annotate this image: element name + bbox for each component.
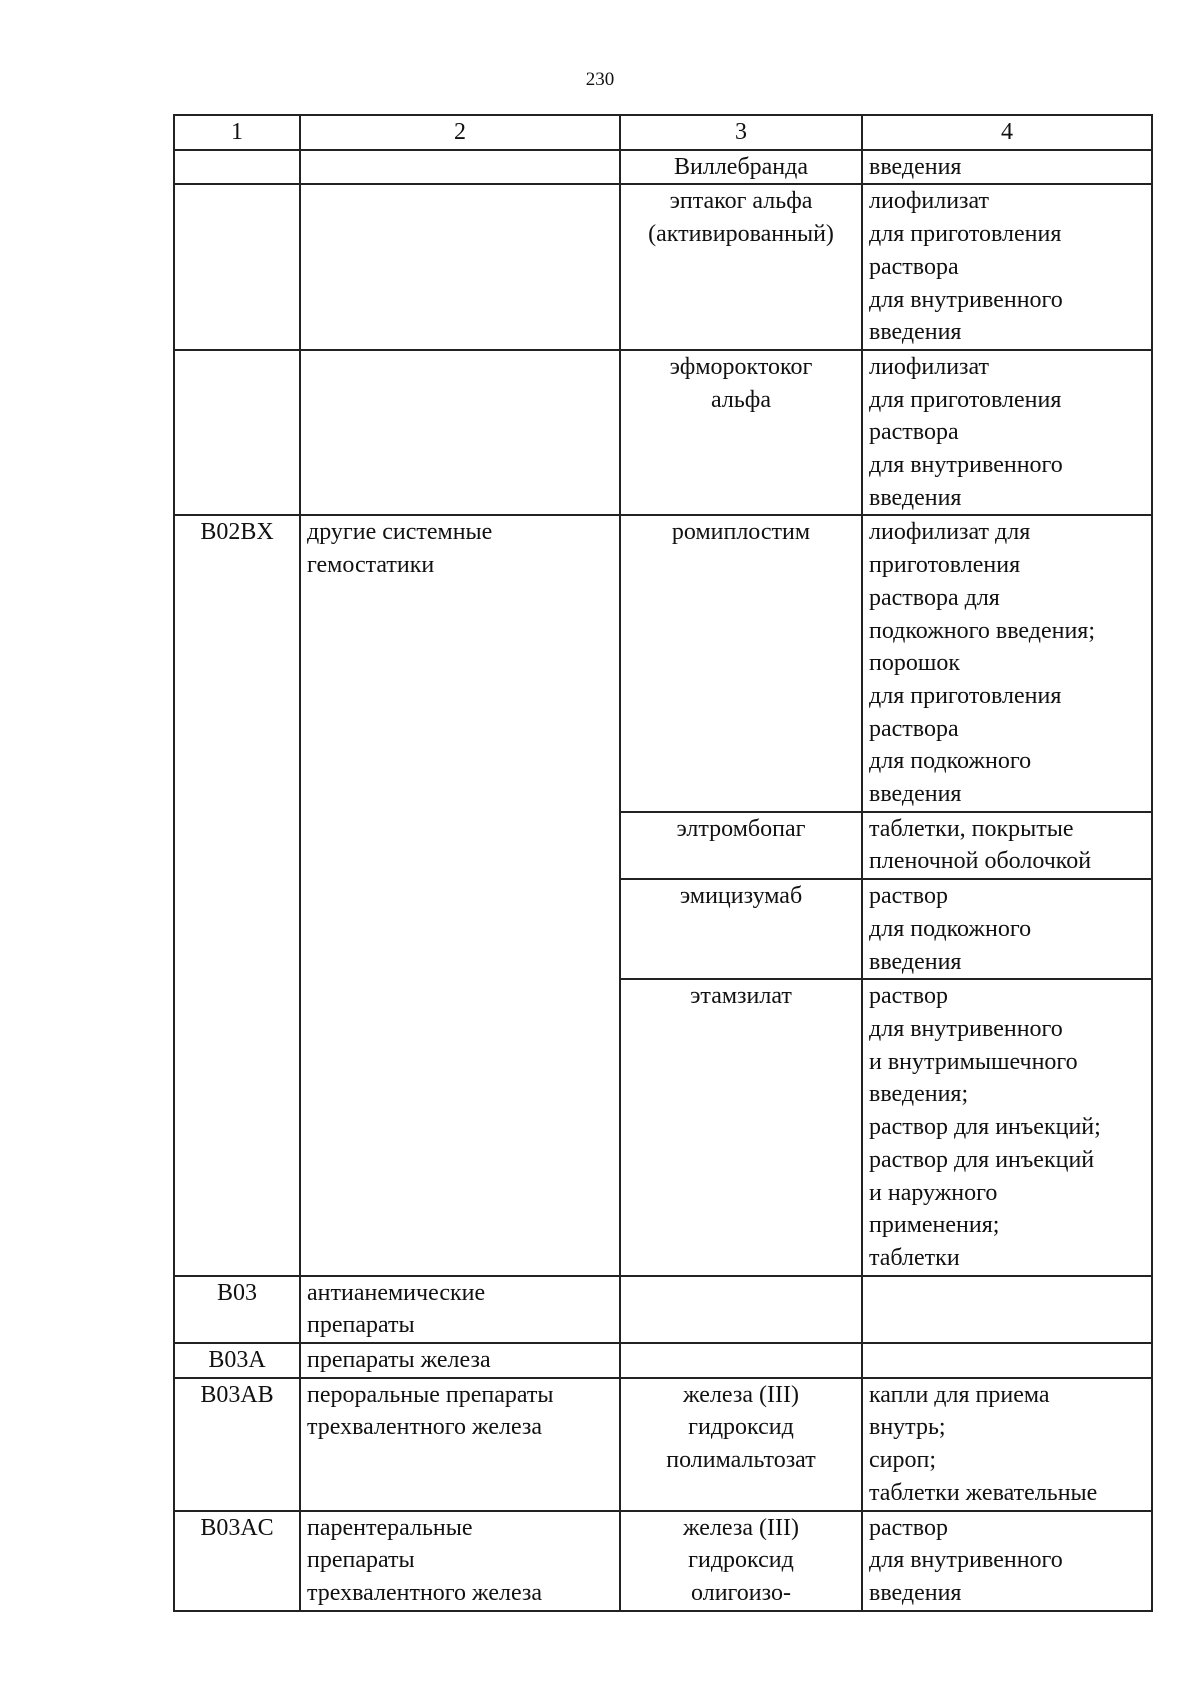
drug-name-cell: эптаког альфа (активированный) xyxy=(620,184,862,350)
atc-code-cell xyxy=(174,150,300,185)
atc-code-cell: B03 xyxy=(174,1276,300,1343)
drug-name-cell xyxy=(620,1343,862,1378)
page-number: 230 xyxy=(585,69,615,90)
table-row xyxy=(174,1378,1152,1511)
atc-code-cell: B02BX xyxy=(174,515,300,1275)
header-cell-3: 3 xyxy=(620,115,862,150)
drug-table xyxy=(173,114,1153,1612)
drug-name-cell: эмицизумаб xyxy=(620,879,862,979)
dosage-form-cell xyxy=(862,1276,1152,1343)
atc-code-cell xyxy=(174,350,300,516)
group-name-cell xyxy=(300,184,620,350)
table-row xyxy=(174,1343,1152,1378)
drug-name-cell xyxy=(620,1276,862,1343)
dosage-form-cell: таблетки, покрытые пленочной оболочкой xyxy=(862,812,1152,879)
drug-name-cell: Виллебранда xyxy=(620,150,862,185)
dosage-form-cell: раствор для внутривенного введения xyxy=(862,1511,1152,1611)
atc-code-cell: B03AC xyxy=(174,1511,300,1611)
group-name-cell: парентеральные препараты трехвалентного железа xyxy=(300,1511,620,1611)
dosage-form-cell: лиофилизат для приготовления раствора для внутривенного введения xyxy=(862,184,1152,350)
drug-name-cell: ромиплостим xyxy=(620,515,862,811)
group-name-cell xyxy=(300,150,620,185)
dosage-form-cell: раствор для внутривенного и внутримышечного введения; раствор для инъекций; раствор для инъекций и наружного применения; таблетки xyxy=(862,979,1152,1275)
atc-code-cell: B03AB xyxy=(174,1378,300,1511)
table-row xyxy=(174,1511,1152,1611)
group-name-cell: другие системные гемостатики xyxy=(300,515,620,1275)
group-name-cell xyxy=(300,350,620,516)
atc-code-cell: B03A xyxy=(174,1343,300,1378)
table-row xyxy=(174,350,1152,516)
table-row xyxy=(174,184,1152,350)
drug-name-cell: железа (III) гидроксид полимальтозат xyxy=(620,1378,862,1511)
dosage-form-cell: лиофилизат для приготовления раствора для внутривенного введения xyxy=(862,350,1152,516)
drug-name-cell: этамзилат xyxy=(620,979,862,1275)
table-header-row xyxy=(174,115,1152,150)
dosage-form-cell xyxy=(862,1343,1152,1378)
header-cell-4: 4 xyxy=(862,115,1152,150)
header-cell-1: 1 xyxy=(174,115,300,150)
table-row xyxy=(174,515,1152,811)
header-cell-2: 2 xyxy=(300,115,620,150)
dosage-form-cell: лиофилизат для приготовления раствора для подкожного введения; порошок для приготовления раствора для подкожного введения xyxy=(862,515,1152,811)
group-name-cell: препараты железа xyxy=(300,1343,620,1378)
group-name-cell: антианемические препараты xyxy=(300,1276,620,1343)
dosage-form-cell: введения xyxy=(862,150,1152,185)
dosage-form-cell: раствор для подкожного введения xyxy=(862,879,1152,979)
drug-name-cell: эфмороктоког альфа xyxy=(620,350,862,516)
table-row xyxy=(174,1276,1152,1343)
atc-code-cell xyxy=(174,184,300,350)
drug-name-cell: железа (III) гидроксид олигоизо- xyxy=(620,1511,862,1611)
dosage-form-cell: капли для приема внутрь; сироп; таблетки жевательные xyxy=(862,1378,1152,1511)
group-name-cell: пероральные препараты трехвалентного железа xyxy=(300,1378,620,1511)
drug-name-cell: элтромбопаг xyxy=(620,812,862,879)
table-row xyxy=(174,150,1152,185)
